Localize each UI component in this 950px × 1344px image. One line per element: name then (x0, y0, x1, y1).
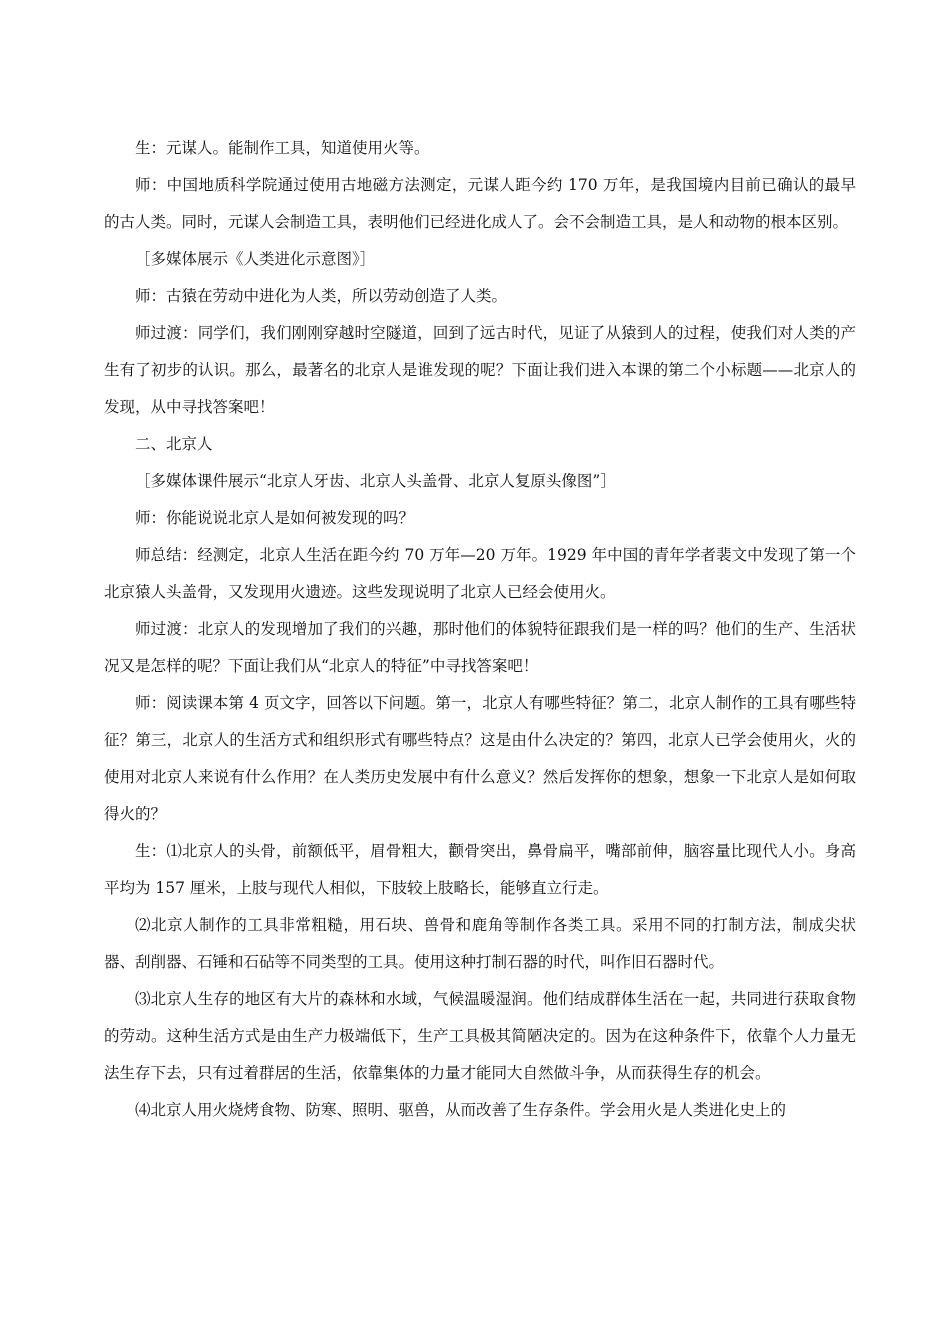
paragraph-multimedia-evolution-chart: ［多媒体展示《人类进化示意图》］ (135, 250, 376, 268)
section-heading-peking-man: 二、北京人 (135, 435, 213, 453)
paragraph-teacher-summary: 师总结：经测定，北京人生活在距今约 70 万年—20 万年。1929 年中国的青年学者裴文中发现了第一个北京猿人头盖骨，又发现用火遗迹。这些发现说明了北京人已经会使用火。 (104, 546, 856, 601)
paragraph-teacher-labor: 师：古猿在劳动中进化为人类，所以劳动创造了人类。 (135, 287, 508, 305)
paragraph-student-answer-1: 生：⑴北京人的头骨，前额低平，眉骨粗大，颧骨突出，鼻骨扁平，嘴部前伸，脑容量比现代人小。身高平均为 157 厘米，上肢与现代人相似，下肢较上肢略长，能够直立行走。 (104, 842, 856, 897)
paragraph-teacher-transition-1: 师过渡：同学们，我们刚刚穿越时空隧道，回到了远古时代，见证了从猿到人的过程，使我们对人类的产生有了初步的认识。那么，最著名的北京人是谁发现的呢？下面让我们进入本课的第二个小标题——北京人的发现，从中寻找答案吧！ (104, 324, 856, 416)
paragraph-teacher-reading-task: 师：阅读课本第 4 页文字，回答以下问题。第一，北京人有哪些特征？第二，北京人制作的工具有哪些特征？第三，北京人的生活方式和组织形式有哪些特点？这是由什么决定的？第四，北京人已学会使用火，火的使用对北京人来说有什么作用？在人类历史发展中有什么意义？然后发挥你的想象，想象一下北京人是如何取得火的？ (104, 694, 856, 823)
document-body (104, 130, 856, 1129)
paragraph-teacher-yuanmou-dating: 师：中国地质科学院通过使用古地磁方法测定，元谋人距今约 170 万年，是我国境内目前已确认的最早的古人类。同时，元谋人会制造工具，表明他们已经进化成人了。会不会制造工具，是人和动物的根本区别。 (104, 176, 856, 231)
paragraph-student-answer-2: ⑵北京人制作的工具非常粗糙，用石块、兽骨和鹿角等制作各类工具。采用不同的打制方法，制成尖状器、刮削器、石锤和石砧等不同类型的工具。使用这种打制石器的时代，叫作旧石器时代。 (104, 916, 856, 971)
paragraph-multimedia-peking-man: ［多媒体课件展示“北京人牙齿、北京人头盖骨、北京人复原头像图”］ (135, 472, 616, 490)
paragraph-student-answer-4: ⑷北京人用火烧烤食物、防寒、照明、驱兽，从而改善了生存条件。学会用火是人类进化史上的 (135, 1101, 787, 1119)
paragraph-teacher-transition-2: 师过渡：北京人的发现增加了我们的兴趣，那时他们的体貌特征跟我们是一样的吗？他们的生产、生活状况又是怎样的呢？下面让我们从“北京人的特征”中寻找答案吧！ (104, 620, 856, 675)
paragraph-student-answer-yuanmou: 生：元谋人。能制作工具，知道使用火等。 (135, 139, 430, 157)
paragraph-student-answer-3: ⑶北京人生存的地区有大片的森林和水域，气候温暖湿润。他们结成群体生活在一起，共同进行获取食物的劳动。这种生活方式是由生产力极端低下，生产工具极其简陋决定的。因为在这种条件下，依靠个人力量无法生存下去，只有过着群居的生活，依靠集体的力量才能同大自然做斗争，从而获得生存的机会。 (104, 990, 856, 1082)
paragraph-teacher-question-discovery: 师：你能说说北京人是如何被发现的吗？ (135, 509, 415, 527)
